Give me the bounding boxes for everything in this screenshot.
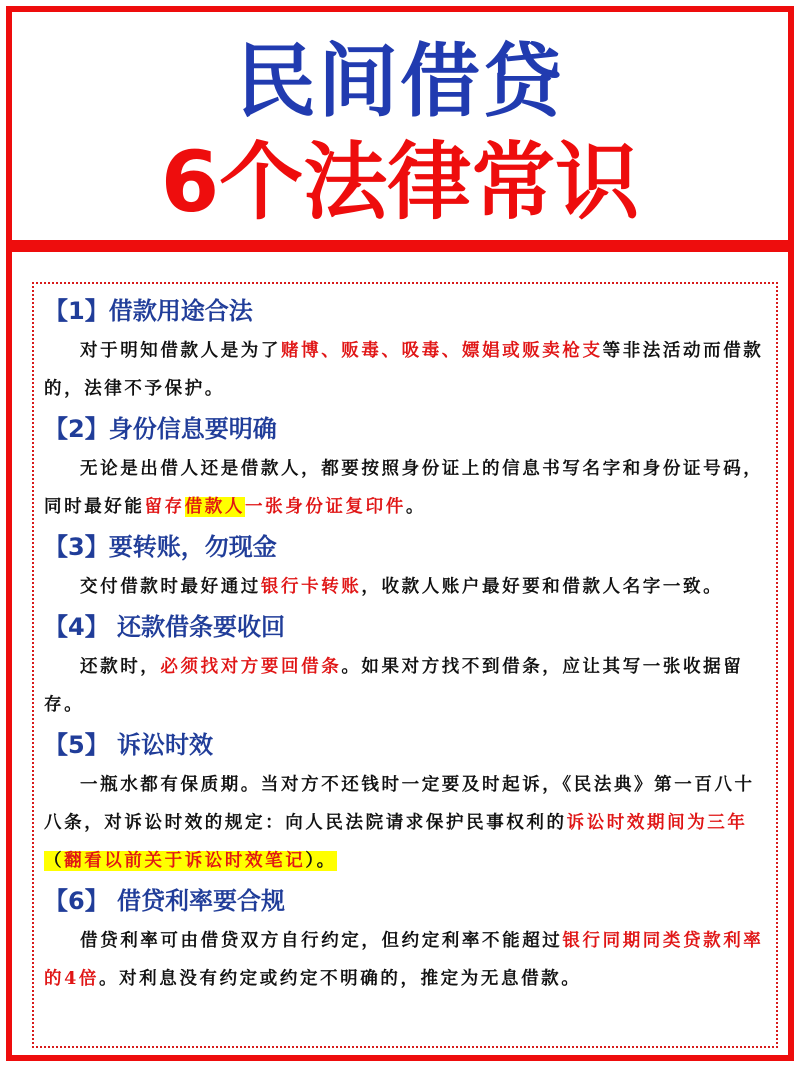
- emphasis-text: 必须找对方要回借条: [160, 657, 342, 677]
- highlighted-text: 翻看以前关于诉讼时效笔记: [64, 851, 306, 871]
- section-3: [44, 526, 772, 606]
- section-1: [44, 290, 772, 408]
- content: [44, 290, 772, 998]
- section-heading: 【1】借款用途合法: [44, 297, 253, 325]
- text: （: [44, 851, 65, 871]
- emphasis-text: 诉讼时效期间为三年: [566, 813, 748, 833]
- text: ）。: [305, 851, 337, 871]
- page-subtitle: 6个法律常识: [160, 133, 640, 231]
- text: ，收款人账户最好要和借款人名字一致。: [361, 577, 724, 597]
- text: 。对利息没有约定或约定不明确的，推定为无息借款。: [98, 969, 582, 989]
- page-title: 民间借贷: [236, 35, 564, 128]
- divider: [12, 240, 788, 252]
- emphasis-text: 留存: [144, 497, 185, 517]
- text: 还款时，: [80, 657, 161, 677]
- section-body: [44, 922, 772, 998]
- emphasis-text: 赌博、贩毒、吸毒、嫖娼或贩卖枪支: [281, 341, 603, 361]
- emphasis-text: 一张身份证复印件: [245, 497, 406, 517]
- text: 一瓶水都有保质期。当对方不还钱时一定要及时起诉，《民法典》第一百八十八条，对诉讼时效的规定：向人民法院请求保护民事权利的: [44, 775, 755, 833]
- section-body: [44, 450, 772, 526]
- section-heading: 【5】 诉讼时效: [44, 731, 214, 759]
- section-body: [44, 332, 772, 408]
- section-heading: 【4】 还款借条要收回: [44, 613, 286, 641]
- text: 。: [405, 497, 426, 517]
- section-heading: 【3】要转账，勿现金: [44, 533, 277, 561]
- section-5: [44, 724, 772, 880]
- section-heading: 【2】身份信息要明确: [44, 415, 277, 443]
- text: 对于明知借款人是为了: [80, 341, 281, 361]
- section-heading: 【6】 借贷利率要合规: [44, 887, 286, 915]
- section-2: [44, 408, 772, 526]
- section-6: [44, 880, 772, 998]
- section-body: [44, 568, 772, 606]
- section-4: [44, 606, 772, 724]
- text: 。如果对方找不到借条，应让其写一张收据留存。: [44, 657, 744, 715]
- highlighted-text: 借款人: [184, 497, 246, 517]
- text: 借贷利率可由借贷双方自行约定，但约定利率不能超过: [80, 931, 563, 951]
- text: 等非法活动而借款的，法律不予保护。: [44, 341, 764, 399]
- text: 无论是出借人还是借款人，都要按照身份证上的信息书写名字和身份证号码，同时最好能: [44, 459, 764, 517]
- section-body: [44, 766, 772, 880]
- emphasis-text: 银行同期同类贷款利率的4倍: [44, 931, 764, 989]
- text: 交付借款时最好通过: [80, 577, 261, 597]
- emphasis-text: 银行卡转账: [260, 577, 362, 597]
- section-body: [44, 648, 772, 724]
